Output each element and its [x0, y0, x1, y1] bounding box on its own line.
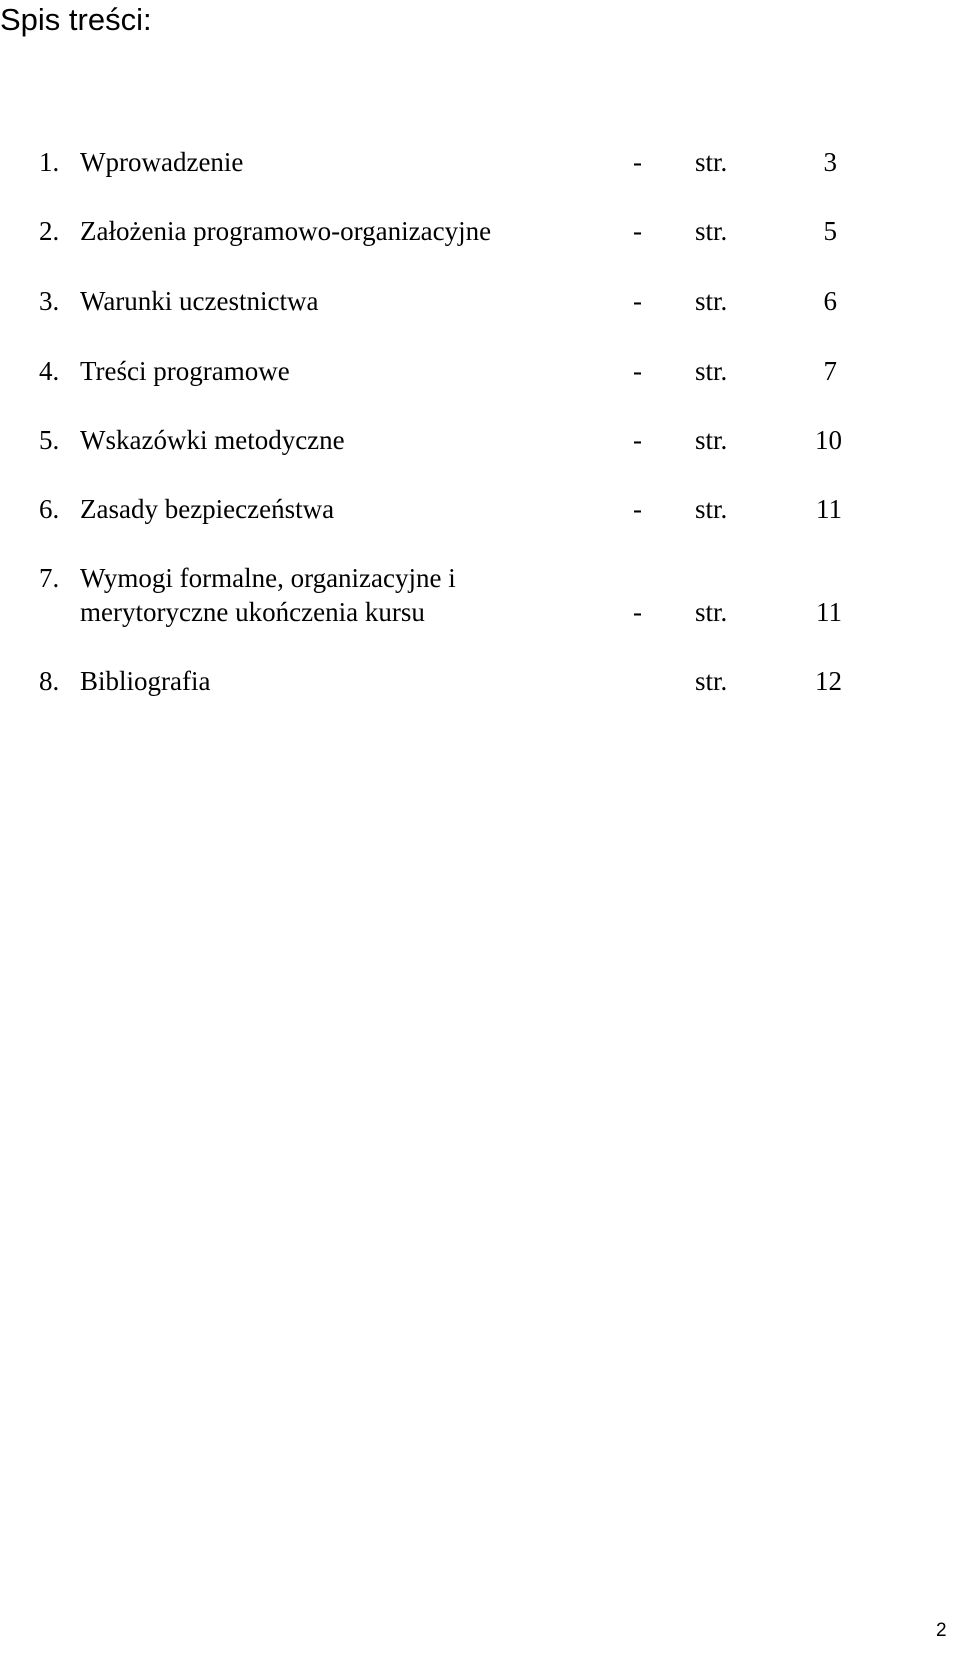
- toc-entry-number: 4.: [39, 356, 60, 386]
- toc-entry-page: 11: [816, 597, 842, 627]
- toc-entry-str: str.: [695, 356, 728, 386]
- toc-entry-number: 6.: [39, 494, 60, 524]
- toc-entry-str: str.: [695, 286, 728, 316]
- toc-entry-str: str.: [695, 597, 728, 627]
- toc-entry-page: 12: [815, 666, 842, 696]
- toc-entry-text: Wymogi formalne, organizacyjne i: [80, 563, 456, 593]
- toc-entry-page: 6: [823, 286, 837, 316]
- toc-entry-number: 5.: [39, 425, 60, 455]
- toc-entry-number: 8.: [39, 666, 60, 696]
- toc-entry-str: str.: [695, 216, 728, 246]
- toc-entry-number: 2.: [39, 216, 60, 246]
- toc-entry-dash: -: [633, 425, 642, 455]
- toc-entry-str: str.: [695, 494, 728, 524]
- toc-entry-page: 7: [823, 356, 837, 386]
- toc-entry-page: 5: [823, 216, 837, 246]
- toc-entry-text: Wskazówki metodyczne: [80, 425, 345, 455]
- toc-entry-dash: -: [633, 147, 642, 177]
- toc-entry-text: Warunki uczestnictwa: [80, 286, 319, 316]
- toc-entry-str: str.: [695, 666, 728, 696]
- toc-entry-str: str.: [695, 425, 728, 455]
- toc-entry-page: 3: [823, 147, 837, 177]
- toc-entry-dash: -: [633, 494, 642, 524]
- toc-entry-text: Zasady bezpieczeństwa: [80, 494, 335, 524]
- toc-entry-text: Założenia programowo-organizacyjne: [80, 216, 492, 246]
- toc-entry-dash: -: [633, 356, 642, 386]
- toc-entry-str: str.: [695, 147, 728, 177]
- toc-entry-page: 11: [816, 494, 842, 524]
- toc-entry-number: 1.: [39, 147, 60, 177]
- toc-entry-dash: -: [633, 286, 642, 316]
- toc-entry-number: 3.: [39, 286, 60, 316]
- toc-entry-text: Treści programowe: [80, 356, 290, 386]
- toc-entry-dash: -: [633, 216, 642, 246]
- toc-entry-text: Bibliografia: [80, 666, 211, 696]
- page-number: 2: [936, 1620, 947, 1641]
- toc-entry-number: 7.: [39, 563, 60, 593]
- toc-entry-text: Wprowadzenie: [80, 147, 244, 177]
- toc-entry-text-continued: merytoryczne ukończenia kursu: [80, 597, 425, 627]
- toc-title: Spis treści:: [0, 2, 152, 37]
- toc-entry-page: 10: [815, 425, 842, 455]
- toc-entry-dash: -: [633, 597, 642, 627]
